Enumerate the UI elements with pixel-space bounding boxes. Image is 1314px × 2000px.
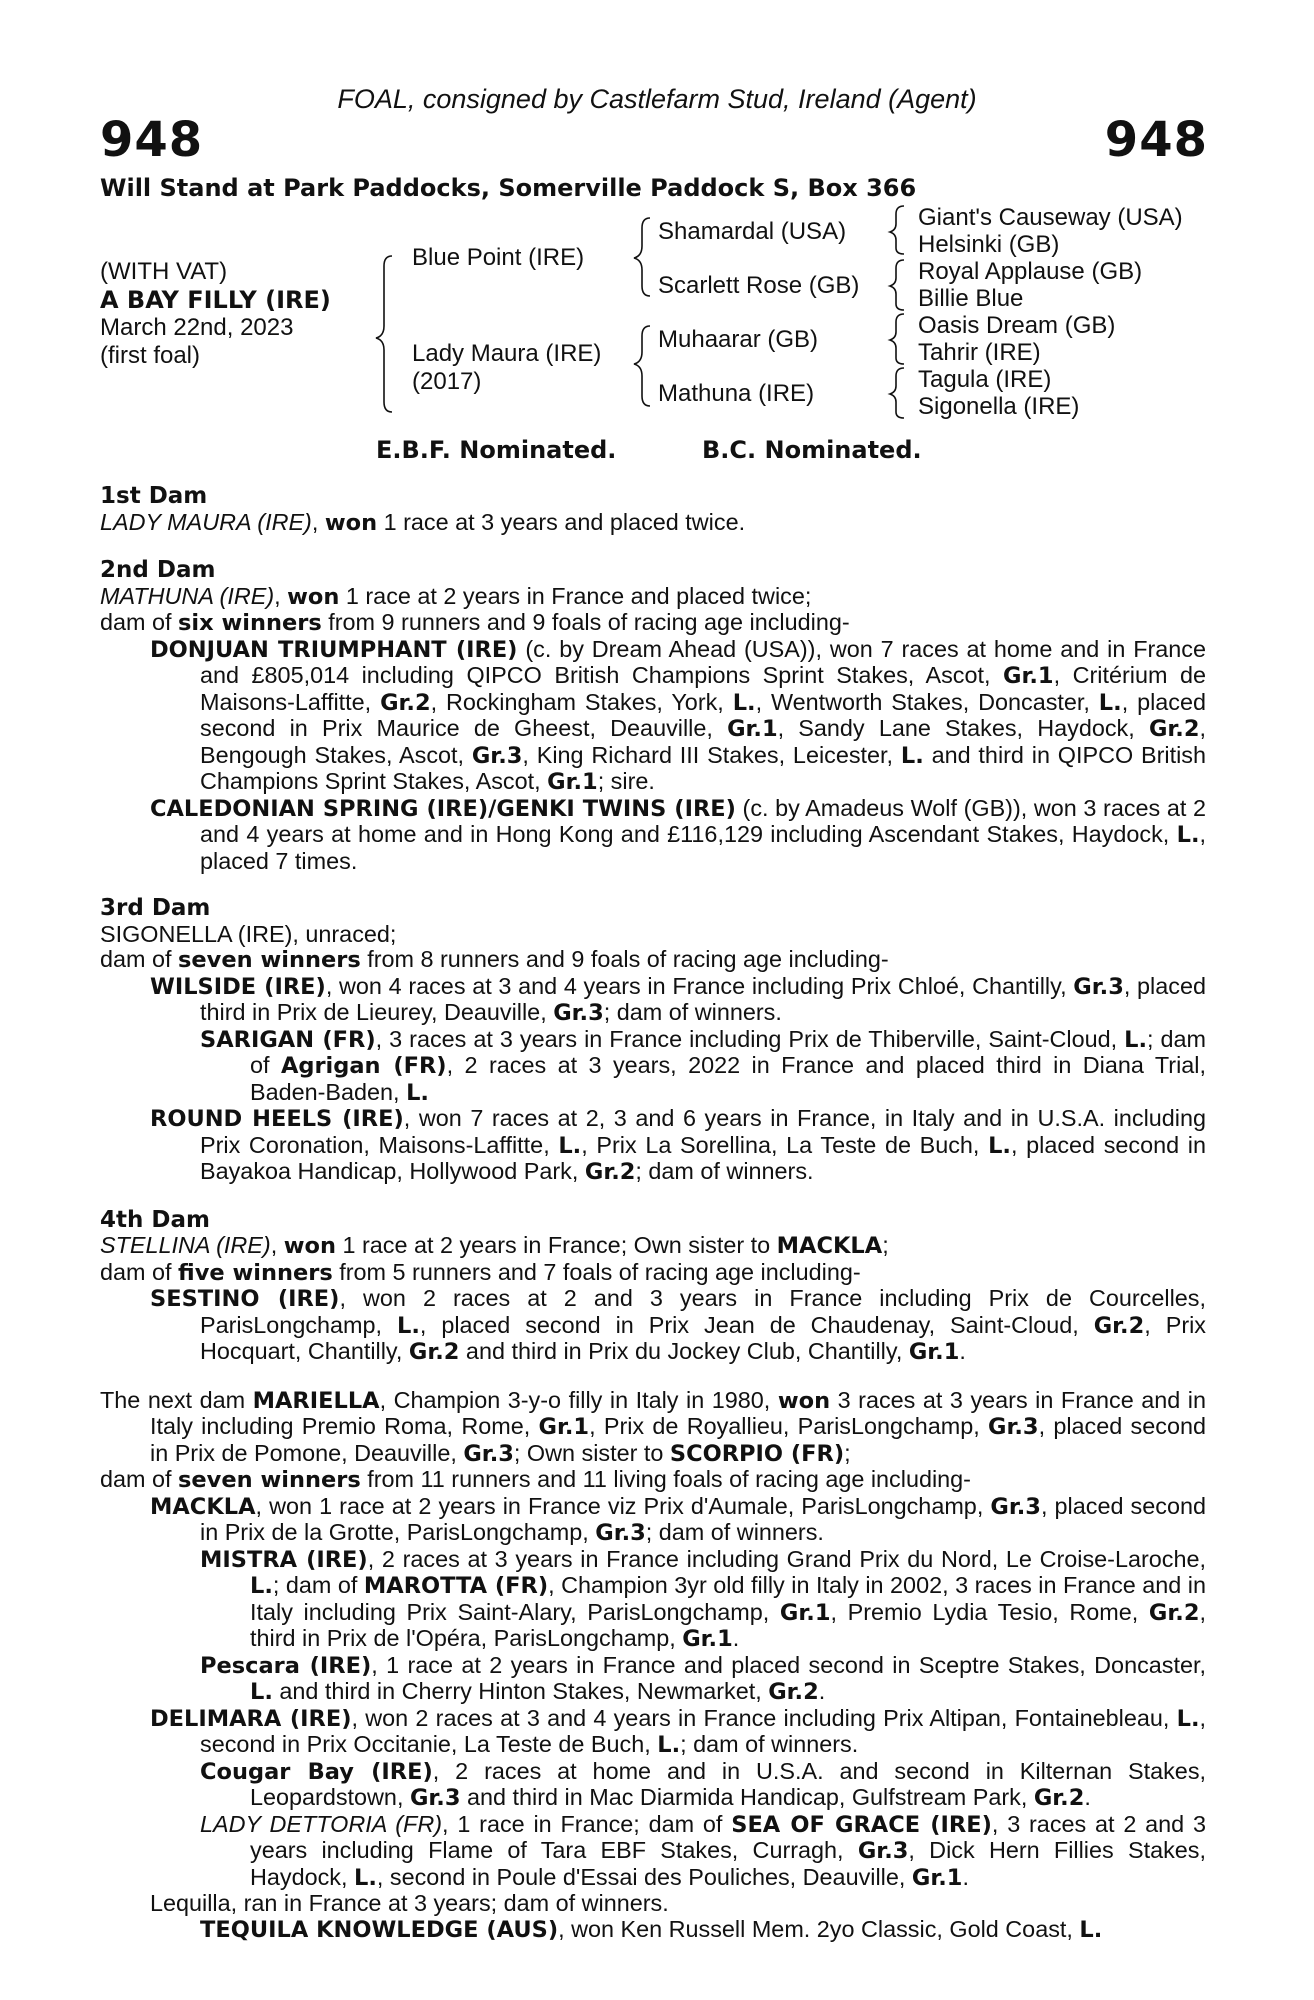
dam2-heading: 2nd Dam [100,557,216,583]
dam-year: (2017) [412,368,482,395]
list-item: MACKLA, won 1 race at 2 years in France viz Prix d'Aumale, ParisLongchamp, Gr.3, placed second in Prix de la Grotte, ParisLongchamp, Gr.3; dam of winners. [150,1492,1206,1546]
g3-name-8: Sigonella (IRE) [918,393,1080,420]
stand-location: Will Stand at Park Paddocks, Somerville Paddock S, Box 366 [100,174,917,202]
vat-note: (WITH VAT) [100,258,228,285]
g3-name-2: Helsinki (GB) [918,231,1060,258]
g3-name-7: Tagula (IRE) [918,366,1052,393]
list-item: ROUND HEELS (IRE), won 7 races at 2, 3 and 6 years in France, in Italy and in U.S.A. including Prix Coronation, Maisons-Laffitte, L., Prix La Sorellina, La Teste de Buch, L., placed second in Bayakoa Handicap, Hollywood Park, Gr.2; dam of winners. [150,1105,1206,1185]
dam3-heading: 3rd Dam [100,895,211,921]
list-item: DONJUAN TRIUMPHANT (IRE) (c. by Dream Ahead (USA)), won 7 races at home and in France and £805,014 including QIPCO British Champions Sprint Stakes, Ascot, Gr.1, Critérium de Maisons-Laffitte, Gr.2, Rockingham Stakes, York, L., Wentworth Stakes, Doncaster, L., placed second in Prix Maurice de Gheest, Deauville, Gr.1, Sandy Lane Stakes, Haydock, Gr.2, Bengough Stakes, Ascot, Gr.3, King Richard III Stakes, Leicester, L. and third in QIPCO British Champions Sprint Stakes, Ascot, Gr.1; sire. [150,635,1207,795]
dam4-record: STELLINA (IRE), won 1 race at 2 years in France; Own sister to MACKLA; [100,1232,889,1259]
consignor-line: FOAL, consigned by Castlefarm Stud, Ireland (Agent) [337,84,977,114]
catalogue-body [100,484,1206,1943]
sire-name: Blue Point (IRE) [412,244,585,271]
g3-name-5: Oasis Dream (GB) [918,312,1116,339]
lot-number-right: 948 [1104,112,1208,168]
dam-name: Lady Maura (IRE) [412,340,602,367]
dam4-dam-of: dam of five winners from 5 runners and 7 foals of racing age including- [100,1258,861,1286]
next-dam-dam-of: dam of seven winners from 11 runners and 11 living foals of racing age including- [100,1466,971,1493]
list-item: CALEDONIAN SPRING (IRE)/GENKI TWINS (IRE) (c. by Amadeus Wolf (GB)), won 3 races at 2 and 4 years at home and in Hong Kong and £116,129 including Ascendant Stakes, Haydock, L., placed 7 times. [150,794,1206,874]
subject-dob: March 22nd, 2023 [100,314,294,341]
list-item: Lequilla, ran in France at 3 years; dam of winners. [150,1890,669,1916]
dam2-dam-of: dam of six winners from 9 runners and 9 foals of racing age including- [100,609,850,636]
sire-dam-name: Scarlett Rose (GB) [658,272,860,299]
list-item: WILSIDE (IRE), won 4 races at 3 and 4 years in France including Prix Chloé, Chantilly, Gr.3, placed third in Prix de Lieurey, Deauville, Gr.3; dam of winners. [150,972,1206,1026]
sire-sire-name: Shamardal (USA) [658,218,847,245]
lot-number-left: 948 [100,112,204,168]
list-item: DELIMARA (IRE), won 2 races at 3 and 4 years in France including Prix Altipan, Fontainebleau, L., second in Prix Occitanie, La Teste de Buch, L.; dam of winners. [150,1704,1206,1758]
g3-name-1: Giant's Causeway (USA) [918,204,1183,231]
ebf-nomination: E.B.F. Nominated. [376,436,617,464]
list-item: MISTRA (IRE), 2 races at 3 years in France including Grand Prix du Nord, Le Croise-Laroche, L.; dam of MAROTTA (FR), Champion 3yr old filly in Italy in 2002, 3 races in France and in Italy including Prix Saint-Alary, ParisLongchamp, Gr.1, Premio Lydia Tesio, Rome, Gr.2, third in Prix de l'Opéra, ParisLongchamp, Gr.1. [200,1545,1207,1652]
list-item: TEQUILA KNOWLEDGE (AUS), won Ken Russell Mem. 2yo Classic, Gold Coast, L. [200,1915,1103,1943]
dam4-heading: 4th Dam [100,1206,210,1233]
list-item: Pescara (IRE), 1 race at 2 years in France and placed second in Sceptre Stakes, Doncaster, L. and third in Cherry Hinton Stakes, Newmarket, Gr.2. [200,1651,1206,1705]
g3-name-6: Tahrir (IRE) [918,339,1041,366]
list-item: Cougar Bay (IRE), 2 races at home and in U.S.A. and second in Kilternan Stakes, Leopardstown, Gr.3 and third in Mac Diarmida Handicap, Gulfstream Park, Gr.2. [200,1757,1207,1811]
list-item: LADY DETTORIA (FR), 1 race in France; dam of SEA OF GRACE (IRE), 3 races at 2 and 3 years including Flame of Tara EBF Stakes, Curragh, Gr.3, Dick Hern Fillies Stakes, Haydock, L., second in Poule d'Essai des Pouliches, Deauville, Gr.1. [200,1810,1207,1891]
dam2-record: MATHUNA (IRE), won 1 race at 2 years in France and placed twice; [100,582,812,610]
dam-sire-name: Muhaarar (GB) [658,326,819,353]
next-dam-record: The next dam MARIELLA, Champion 3-y-o filly in Italy in 1980, won 3 races at 3 years in France and in Italy including Premio Roma, Rome, Gr.1, Prix de Royallieu, ParisLongchamp, Gr.3, placed second in Prix de Pomone, Deauville, Gr.3; Own sister to SCORPIO (FR); [100,1386,1206,1467]
g3-name-4: Billie Blue [918,285,1024,312]
dam3-dam-of: dam of seven winners from 8 runners and 9 foals of racing age including- [100,946,889,973]
g3-name-3: Royal Applause (GB) [918,258,1143,285]
list-item: SESTINO (IRE), won 2 races at 2 and 3 years in France including Prix de Courcelles, ParisLongchamp, L., placed second in Prix Jean de Chaudenay, Saint-Cloud, Gr.2, Prix Hocquart, Chantilly, Gr.2 and third in Prix du Jockey Club, Chantilly, Gr.1. [150,1285,1207,1365]
subject-note: (first foal) [100,342,201,369]
dam1-heading: 1st Dam [100,483,208,509]
dam1-record: LADY MAURA (IRE), won 1 race at 3 years and placed twice. [100,508,746,536]
dam-dam-name: Mathuna (IRE) [658,380,815,407]
list-item: SARIGAN (FR), 3 races at 3 years in France including Prix de Thiberville, Saint-Cloud, L.; dam of Agrigan (FR), 2 races at 3 years, 2022 in France and placed third in Diana Trial, Baden-Baden, L. [200,1025,1207,1106]
bc-nomination: B.C. Nominated. [702,436,922,464]
dam3-record: SIGONELLA (IRE), unraced; [100,920,397,947]
subject-name: A BAY FILLY (IRE) [100,286,331,314]
